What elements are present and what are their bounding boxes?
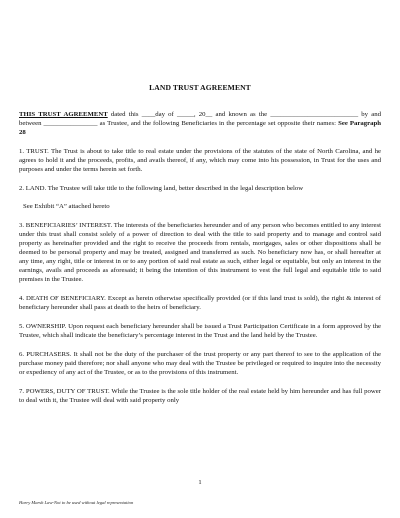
paragraph-beneficiaries-interest: 3. BENEFICIARIES’ INTEREST. The interests of the beneficiaries hereunder and of any person who becomes entitled to any interest under this trust shall consist solely of a power of direction to deal with the title to said property and to manage and control said property as hereinafter provided and the right to receive the proceeds from rentals, mortgages, sales or other dispositions shall be deemed to be personal property and may be treated, assigned and transferred as such. No beneficiary now has, or shall hereafter at any time, any right, title or interest in or to any portion of said real estate as such, either legal or equitable, but only an interest in the earnings, avails and proceeds as aforesaid; it being the intention of this instrument to vest the full legal and equitable title to said premises in the Trustee.: [19, 222, 381, 283]
paragraph-trust: 1. TRUST. The Trust is about to take title to real estate under the provisions of the statutes of the state of North Carolina, and he agrees to hold it and the proceeds, profits, and avails thereof, if any, which may come into his possession, in Trust for the uses and purposes and under the terms herein set forth.: [19, 148, 381, 173]
exhibit-reference: See Exhibit “A” attached hereto: [23, 203, 110, 210]
page-number: 1: [198, 479, 202, 486]
paragraph-powers-duty: 7. POWERS, DUTY OF TRUST. While the Trustee is the sole title holder of the real estate held by him hereunder and has full power to deal with it, the Trustee will deal with said property only: [19, 388, 381, 404]
document-title: LAND TRUST AGREEMENT: [149, 83, 251, 92]
intro-bold-tail: See Paragraph 28: [19, 120, 381, 136]
intro-text: dated this ____day of _____, 20__ and known as the __________________________ by and between ________________ as Trustee, and the following Beneficiaries in the percentage set opposite their names:: [19, 111, 381, 127]
footer-disclaimer: Harry Marsh Law-Not to be used without legal representation: [19, 500, 134, 505]
paragraph-death-of-beneficiary: 4. DEATH OF BENEFICIARY. Except as herein otherwise specifically provided (or if this land trust is sold), the right & interest of beneficiary hereunder shall pass at death to the heirs of beneficiary.: [19, 295, 381, 311]
intro-lead: THIS TRUST AGREEMENT: [19, 111, 108, 118]
paragraph-ownership: 5. OWNERSHIP. Upon request each beneficiary hereunder shall be issued a Trust Participation Certificate in a form approved by the Trustee, which shall indicate the beneficiary’s percentage interest in the Trust and the land held by the Trustee.: [19, 323, 381, 339]
intro-paragraph: [19, 110, 381, 137]
paragraph-land: 2. LAND. The Trustee will take title to the following land, better described in the legal description below: [19, 185, 304, 192]
paragraph-purchasers: 6. PURCHASERS. It shall not be the duty of the purchaser of the trust property or any part thereof to see to the application of the purchase money paid therefore; nor shall anyone who may deal with the Trustee be privileged or required to inquire into the necessity or expediency of any act of the Trustee, or as to the provisions of this instrument.: [19, 351, 381, 376]
document-body: [19, 110, 381, 415]
